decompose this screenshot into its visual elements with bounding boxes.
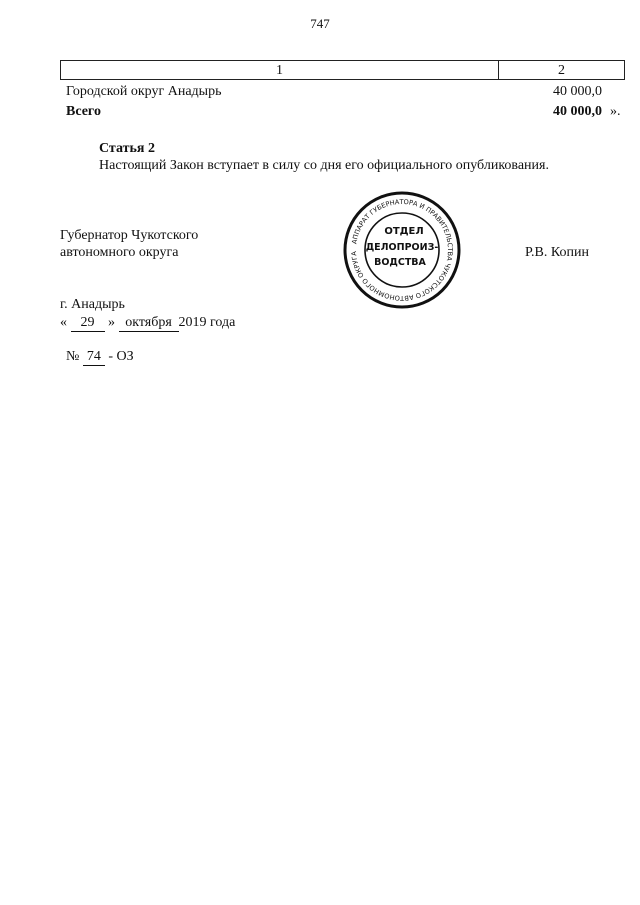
signatory-position-line-2: автономного округа [60,245,179,260]
stamp-line-1: ОТДЕЛ [384,226,424,237]
date-year: 2019 года [178,315,236,330]
date-day: 29 [71,316,105,332]
page-number: 747 [310,16,330,31]
closing-quote: ». [610,104,621,119]
table-header-col-1: 1 [276,63,283,78]
table-row-label: Городской округ Анадырь [66,84,222,99]
article-text: Настоящий Закон вступает в силу со дня его официального опубликования. [99,158,549,173]
official-stamp [342,190,462,310]
date-open-quote: « [60,315,67,330]
table-header-col-2: 2 [558,63,565,78]
date-line [60,316,235,332]
stamp-line-3: ВОДСТВА [374,257,426,268]
table-header [60,60,625,80]
stamp-ring-text: АППАРАТ ГУБЕРНАТОРА И ПРАВИТЕЛЬСТВА ЧУКОТСКОГО АВТОНОМНОГО ОКРУГА [349,197,455,303]
stamp-line-2: ДЕЛОПРОИЗ- [365,242,439,253]
table-row-value: 40 000,0 [553,84,602,99]
table-total-value: 40 000,0 [553,104,602,119]
law-number-prefix: № [66,349,80,364]
law-number-suffix: - ОЗ [108,349,134,364]
law-number-line [66,350,134,366]
table-total-label: Всего [66,104,101,119]
signatory-position-line-1: Губернатор Чукотского [60,228,199,243]
date-close-quote: » [108,315,115,330]
signatory-name: Р.В. Копин [525,245,589,260]
date-month: октября [119,316,179,332]
article-title: Статья 2 [99,141,155,156]
place: г. Анадырь [60,297,125,312]
law-number-value: 74 [83,350,105,366]
